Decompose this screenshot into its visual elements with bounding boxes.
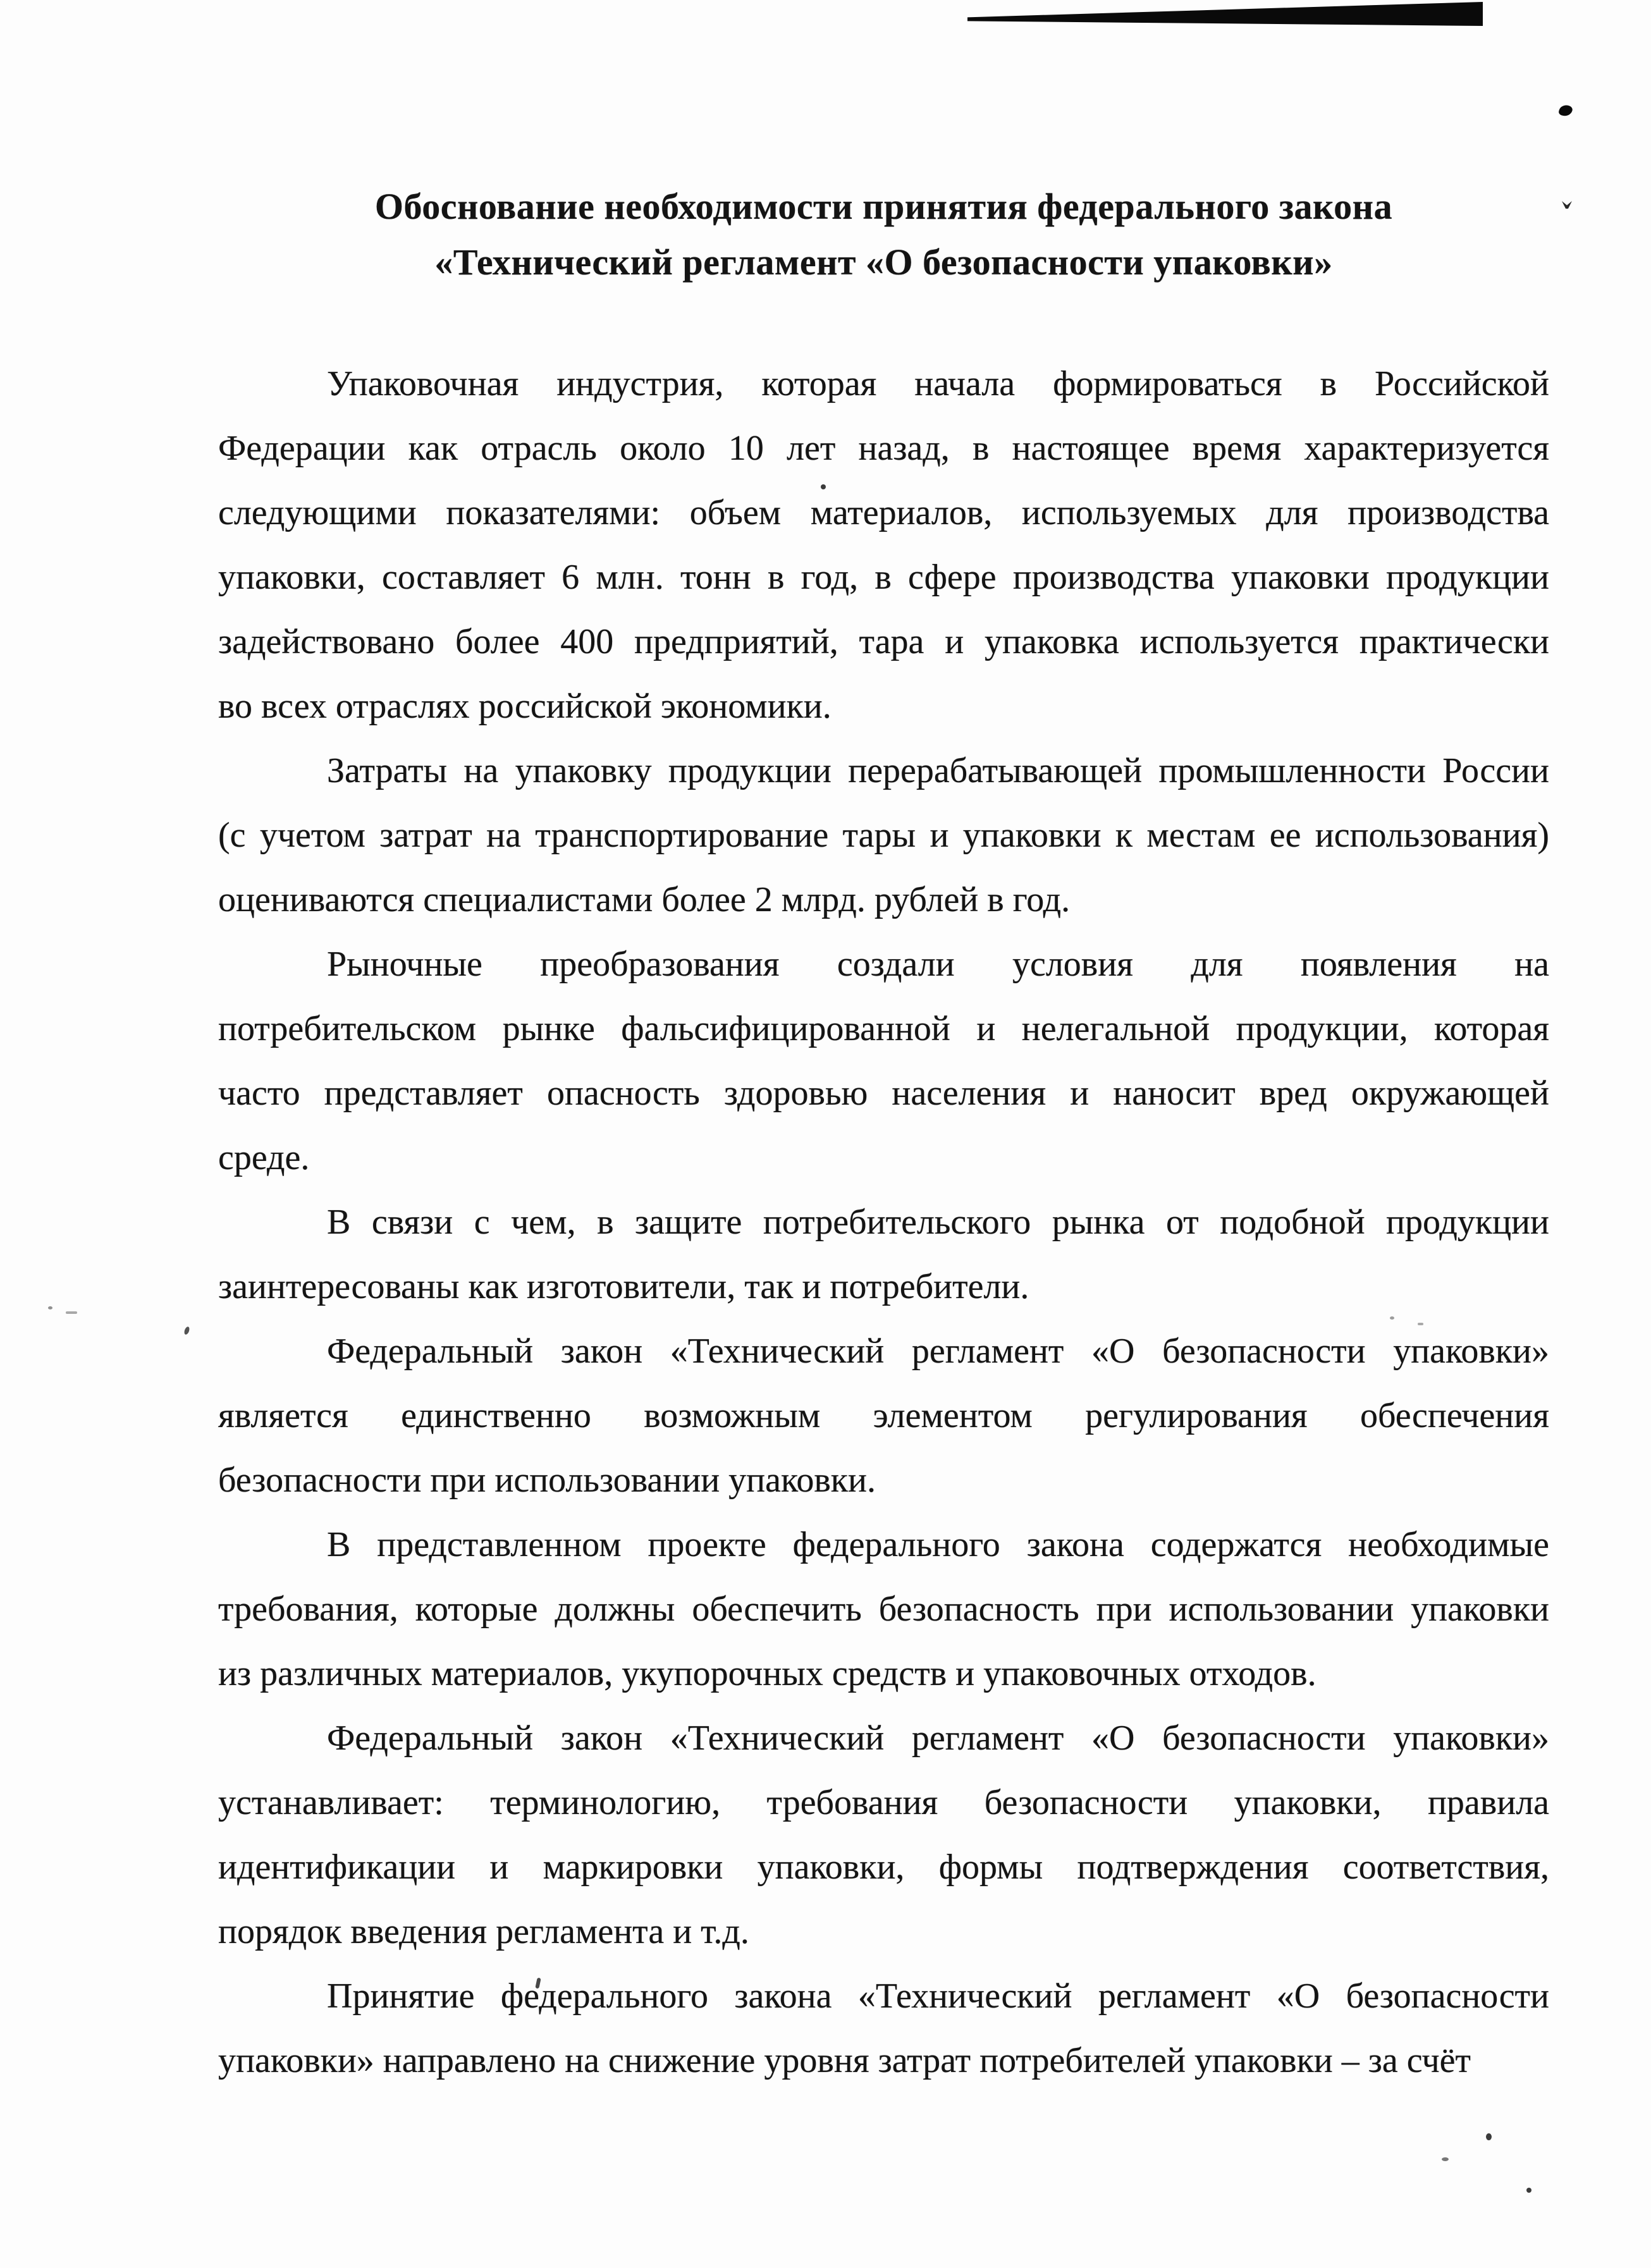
- paragraph-line: из различных материалов, укупорочных средств и упаковочных отходов.: [218, 1654, 1317, 1693]
- paragraph-line: Упаковочная индустрия, которая начала формироваться в Российской: [327, 364, 1549, 403]
- paragraph-line: Затраты на упаковку продукции перерабатывающей промышленности России: [327, 751, 1549, 790]
- scan-artifact-speck: [48, 1306, 52, 1309]
- scan-artifact-speck: [66, 1311, 77, 1314]
- paragraph: [218, 1964, 1549, 2093]
- scan-artifact-top-line: [967, 2, 1483, 26]
- paragraph: [218, 1706, 1549, 1964]
- scan-artifact-speck: [1562, 201, 1572, 209]
- paragraph-line: Рыночные преобразования создали условия для появления на: [327, 945, 1549, 984]
- paragraph-line: Федеральный закон «Технический регламент «О безопасности упаковки»: [327, 1719, 1549, 1758]
- paragraph-line: порядок введения регламента и т.д.: [218, 1912, 749, 1951]
- paragraph: [218, 1319, 1549, 1512]
- paragraph-line: является единственно возможным элементом регулирования обеспечения: [218, 1396, 1549, 1435]
- document-title: [218, 179, 1549, 290]
- scan-artifact-speck: [1486, 2133, 1492, 2140]
- paragraph-line: задействовано более 400 предприятий, тара и упаковка используется практически: [218, 622, 1549, 661]
- paragraph-line: следующими показателями: объем материалов, используемых для производства: [218, 493, 1549, 532]
- paragraph-line: Федеральный закон «Технический регламент «О безопасности упаковки»: [327, 1332, 1549, 1371]
- document-body: [218, 352, 1549, 2093]
- paragraph-line: Принятие федерального закона «Технический регламент «О безопасности: [327, 1977, 1549, 2016]
- paragraph-line: устанавливает: терминологию, требования безопасности упаковки, правила: [218, 1783, 1549, 1822]
- title-line: «Технический регламент «О безопасности упаковки»: [434, 242, 1333, 283]
- paragraph-line: оцениваются специалистами более 2 млрд. рублей в год.: [218, 880, 1071, 919]
- paragraph-line: Федерации как отрасль около 10 лет назад, в настоящее время характеризуется: [218, 429, 1549, 468]
- scan-artifact-speck: [1558, 103, 1574, 118]
- paragraph-line: упаковки» направлено на снижение уровня затрат потребителей упаковки – за счёт: [218, 2041, 1471, 2080]
- scan-artifact-speck: [1526, 2188, 1531, 2193]
- paragraph: [218, 1190, 1549, 1319]
- paragraph-line: упаковки, составляет 6 млн. тонн в год, в сфере производства упаковки продукции: [218, 558, 1549, 597]
- paragraph: [218, 739, 1549, 932]
- paragraph-line: В связи с чем, в защите потребительского рынка от подобной продукции: [327, 1203, 1549, 1242]
- title-line: Обоснование необходимости принятия федерального закона: [374, 186, 1393, 227]
- paragraph-line: идентификации и маркировки упаковки, формы подтверждения соответствия,: [218, 1848, 1549, 1887]
- paragraph: [218, 352, 1549, 739]
- paragraph-line: требования, которые должны обеспечить безопасность при использовании упаковки: [218, 1590, 1549, 1629]
- paragraph-line: потребительском рынке фальсифицированной и нелегальной продукции, которая: [218, 1009, 1549, 1048]
- paragraph-line: во всех отраслях российской экономики.: [218, 687, 832, 726]
- paragraph: [218, 932, 1549, 1190]
- scan-artifact-speck: [183, 1326, 190, 1335]
- scan-artifact-speck: [1442, 2157, 1449, 2161]
- paragraph-line: среде.: [218, 1138, 310, 1177]
- paragraph-line: безопасности при использовании упаковки.: [218, 1461, 876, 1500]
- document-content: [218, 179, 1549, 2093]
- paragraph-line: В представленном проекте федерального закона содержатся необходимые: [327, 1525, 1549, 1564]
- paragraph-line: часто представляет опасность здоровью населения и наносит вред окружающей: [218, 1074, 1549, 1113]
- paragraph: [218, 1512, 1549, 1706]
- paragraph-line: (с учетом затрат на транспортирование тары и упаковки к местам ее использования): [218, 816, 1549, 855]
- paragraph-line: заинтересованы как изготовители, так и потребители.: [218, 1267, 1029, 1306]
